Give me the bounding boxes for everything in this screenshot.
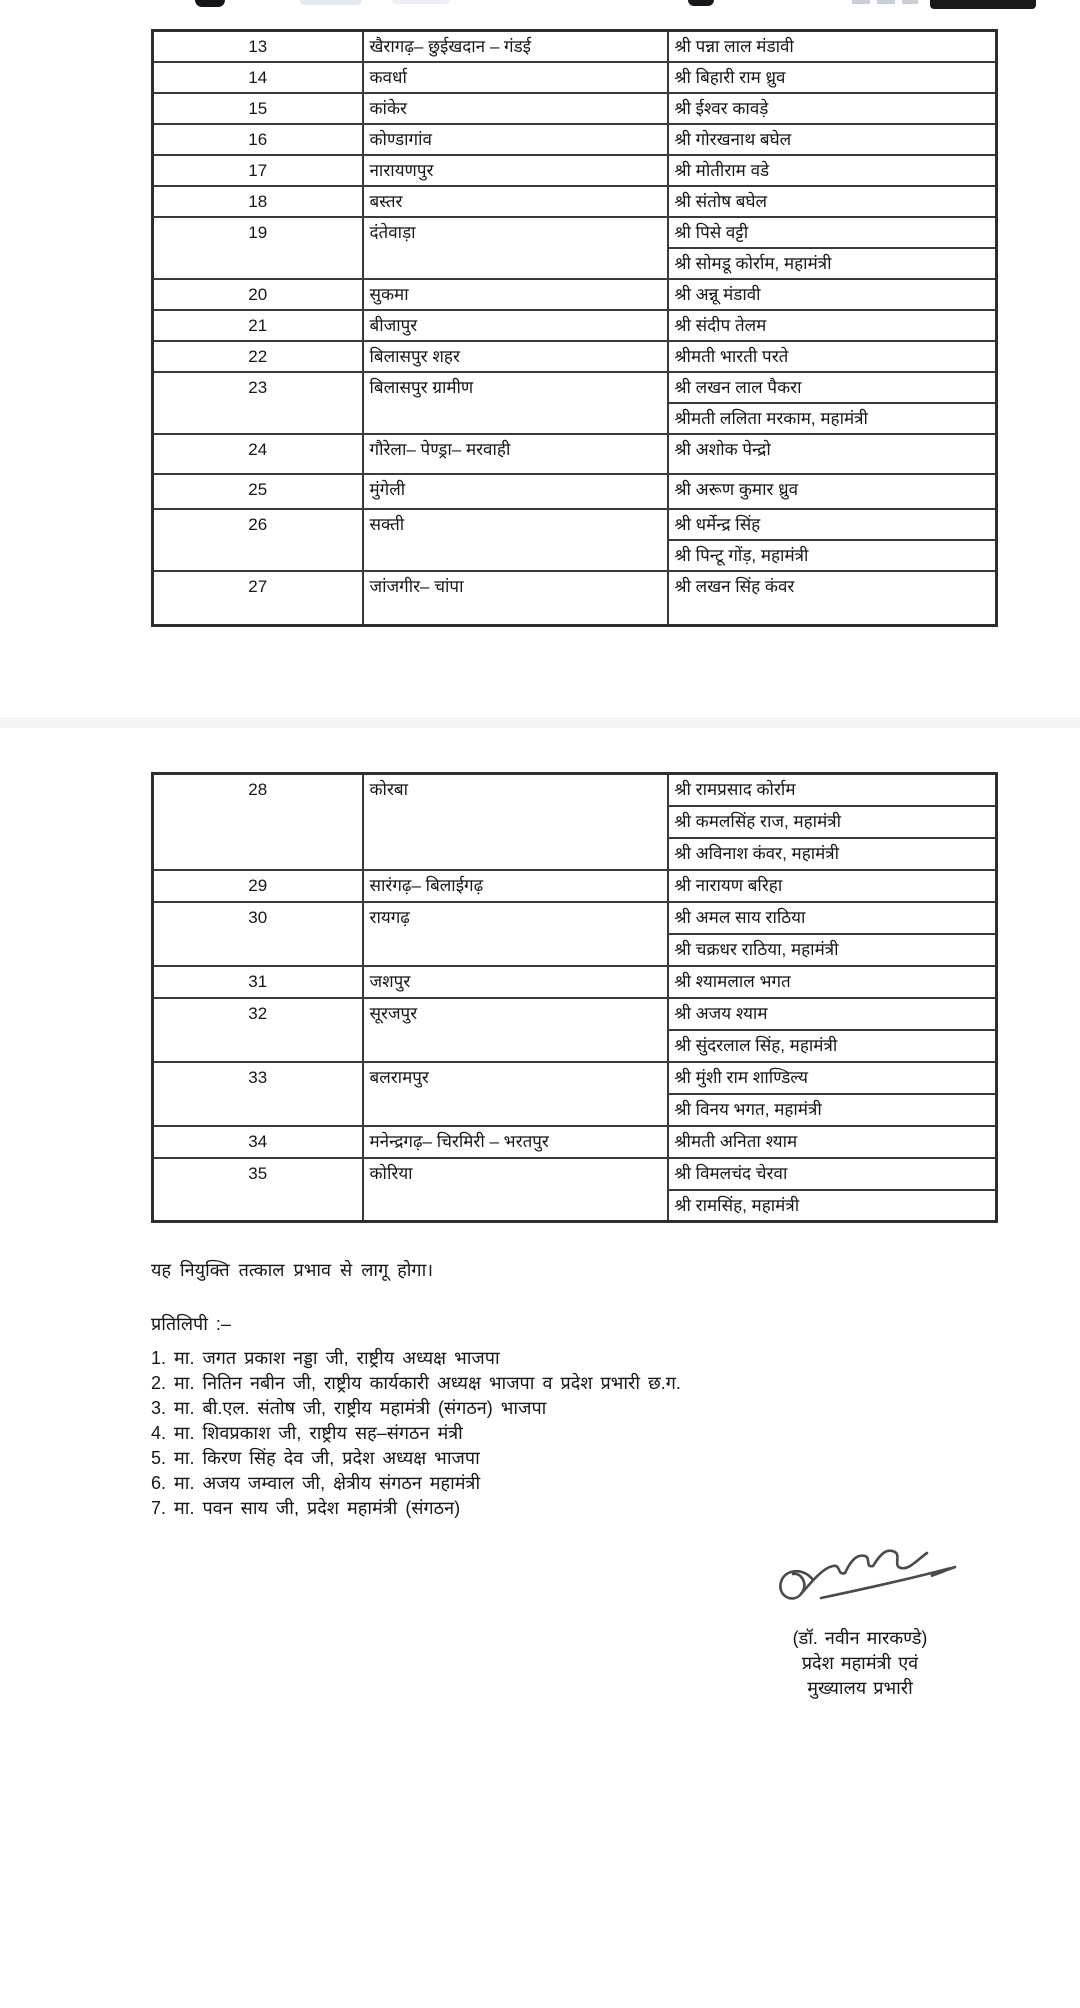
serial-number-cell: 20 [153, 279, 363, 310]
copy-list-item: 3. मा. बी.एल. संतोष जी, राष्ट्रीय महामंत्री (संगठन) भाजपा [151, 1398, 547, 1418]
serial-number-cell: 28 [153, 774, 363, 870]
appointments-table-lower [151, 772, 998, 1223]
district-cell: कांकेर [363, 93, 668, 124]
appointee-cell: श्री लखन सिंह कंवर [668, 571, 997, 626]
appointee-cell: श्री लखन लाल पैकरा [668, 372, 997, 403]
serial-number-cell: 32 [153, 998, 363, 1062]
table-row [153, 372, 997, 403]
district-cell: सारंगढ़– बिलाईगढ़ [363, 870, 668, 902]
table-row [153, 155, 997, 186]
copy-heading: प्रतिलिपी :– [151, 1314, 231, 1334]
serial-number-cell: 23 [153, 372, 363, 434]
scan-artifact-bar [930, 0, 1036, 9]
appointee-cell: श्री सोमडू कोर्राम, महामंत्री [668, 248, 997, 279]
appointee-cell: श्री कमलसिंह राज, महामंत्री [668, 806, 997, 838]
table-row [153, 870, 997, 902]
appointee-cell: श्री पिसे वट्टी [668, 217, 997, 248]
table-row [153, 31, 997, 62]
copy-list-item: 2. मा. नितिन नबीन जी, राष्ट्रीय कार्यकारी अध्यक्ष भाजपा व प्रदेश प्रभारी छ.ग. [151, 1373, 681, 1393]
appointee-cell: श्री धर्मेन्द्र सिंह [668, 509, 997, 540]
district-cell: दंतेवाड़ा [363, 217, 668, 279]
table-row [153, 571, 997, 626]
signatory-name: (डॉ. नवीन मारकण्डे) [792, 1628, 928, 1648]
scan-artifact-blob [688, 0, 714, 6]
district-cell: जांजगीर– चांपा [363, 571, 668, 626]
table-row [153, 998, 997, 1030]
table-row [153, 774, 997, 806]
serial-number-cell: 27 [153, 571, 363, 626]
district-cell: गौरेला– पेण्ड्रा– मरवाही [363, 434, 668, 474]
district-cell: बीजापुर [363, 310, 668, 341]
appointee-cell: श्री चक्रधर राठिया, महामंत्री [668, 934, 997, 966]
table-row [153, 186, 997, 217]
table-row [153, 902, 997, 934]
serial-number-cell: 18 [153, 186, 363, 217]
copy-list-item: 6. मा. अजय जम्वाल जी, क्षेत्रीय संगठन महामंत्री [151, 1473, 481, 1493]
serial-number-cell: 31 [153, 966, 363, 998]
table-row [153, 217, 997, 248]
district-cell: कवर्धा [363, 62, 668, 93]
page-break-band [0, 717, 1080, 728]
serial-number-cell: 13 [153, 31, 363, 62]
district-cell: सुकमा [363, 279, 668, 310]
serial-number-cell: 29 [153, 870, 363, 902]
appointee-cell: श्री मोतीराम वडे [668, 155, 997, 186]
serial-number-cell: 14 [153, 62, 363, 93]
table-row [153, 1126, 997, 1158]
district-cell: सक्ती [363, 509, 668, 571]
appointee-cell: श्री श्यामलाल भगत [668, 966, 997, 998]
district-cell: रायगढ़ [363, 902, 668, 966]
serial-number-cell: 16 [153, 124, 363, 155]
appointee-cell: श्री ईश्वर कावड़े [668, 93, 997, 124]
table-row [153, 124, 997, 155]
appointee-cell: श्री अशोक पेन्द्रो [668, 434, 997, 474]
copy-list [151, 1346, 681, 1521]
copy-list-item: 4. मा. शिवप्रकाश जी, राष्ट्रीय सह–संगठन मंत्री [151, 1423, 463, 1443]
district-cell: बिलासपुर शहर [363, 341, 668, 372]
table-row [153, 341, 997, 372]
appointee-cell: श्रीमती ललिता मरकाम, महामंत्री [668, 403, 997, 434]
appointee-cell: श्री बिहारी राम ध्रुव [668, 62, 997, 93]
copy-list-item: 1. मा. जगत प्रकाश नड्डा जी, राष्ट्रीय अध्यक्ष भाजपा [151, 1348, 500, 1368]
district-cell: नारायणपुर [363, 155, 668, 186]
appointee-cell: श्री अमल साय राठिया [668, 902, 997, 934]
appointee-cell: श्री अजय श्याम [668, 998, 997, 1030]
district-cell: मनेन्द्रगढ़– चिरमिरी – भरतपुर [363, 1126, 668, 1158]
appointee-cell: श्रीमती भारती परते [668, 341, 997, 372]
serial-number-cell: 26 [153, 509, 363, 571]
table-row [153, 62, 997, 93]
appointee-cell: श्री विमलचंद चेरवा [668, 1158, 997, 1190]
copy-section [151, 1312, 681, 1521]
appointee-cell: श्री गोरखनाथ बघेल [668, 124, 997, 155]
scan-artifact-dash [852, 0, 870, 4]
appointee-cell: श्री सुंदरलाल सिंह, महामंत्री [668, 1030, 997, 1062]
district-cell: कोण्डागांव [363, 124, 668, 155]
table-row [153, 1062, 997, 1094]
appointee-cell: श्री संतोष बघेल [668, 186, 997, 217]
appointee-cell: श्री संदीप तेलम [668, 310, 997, 341]
serial-number-cell: 34 [153, 1126, 363, 1158]
appointee-cell: श्री रामप्रसाद कोर्राम [668, 774, 997, 806]
scan-artifact-blob [392, 0, 450, 4]
serial-number-cell: 22 [153, 341, 363, 372]
table-row [153, 434, 997, 474]
appointee-cell: श्री नारायण बरिहा [668, 870, 997, 902]
table-row [153, 279, 997, 310]
appointee-cell: श्री अन्नू मंडावी [668, 279, 997, 310]
district-cell: कोरिया [363, 1158, 668, 1222]
signatory-designation-2: मुख्यालय प्रभारी [807, 1678, 913, 1698]
serial-number-cell: 21 [153, 310, 363, 341]
district-cell: जशपुर [363, 966, 668, 998]
signatory-designation-1: प्रदेश महामंत्री एवं [801, 1653, 919, 1673]
scan-artifact-dash [877, 0, 895, 4]
serial-number-cell: 35 [153, 1158, 363, 1222]
appointee-cell: श्री अरूण कुमार ध्रुव [668, 474, 997, 509]
table-row [153, 93, 997, 124]
table-row [153, 474, 997, 509]
appointee-cell: श्री मुंशी राम शाण्डिल्य [668, 1062, 997, 1094]
appointee-cell: श्री अविनाश कंवर, महामंत्री [668, 838, 997, 870]
district-cell: खैरागढ़– छुईखदान – गंडई [363, 31, 668, 62]
appointee-cell: श्रीमती अनिता श्याम [668, 1126, 997, 1158]
copy-list-item: 5. मा. किरण सिंह देव जी, प्रदेश अध्यक्ष भाजपा [151, 1448, 480, 1468]
serial-number-cell: 17 [153, 155, 363, 186]
serial-number-cell: 33 [153, 1062, 363, 1126]
copy-list-item: 7. मा. पवन साय जी, प्रदेश महामंत्री (संगठन) [151, 1498, 461, 1518]
appointee-cell: श्री रामसिंह, महामंत्री [668, 1190, 997, 1222]
district-cell: बिलासपुर ग्रामीण [363, 372, 668, 434]
appointments-table-upper [151, 29, 998, 627]
scan-artifact-blob [300, 0, 362, 5]
scan-artifact-blob [195, 0, 225, 7]
signature-block [690, 1540, 1030, 1701]
effective-note: यह नियुक्ति तत्काल प्रभाव से लागू होगा। [151, 1260, 434, 1280]
district-cell: सूरजपुर [363, 998, 668, 1062]
serial-number-cell: 30 [153, 902, 363, 966]
scan-artifact-dash [902, 0, 918, 4]
serial-number-cell: 24 [153, 434, 363, 474]
serial-number-cell: 25 [153, 474, 363, 509]
table-row [153, 1158, 997, 1190]
district-cell: बस्तर [363, 186, 668, 217]
table-row [153, 966, 997, 998]
appointee-cell: श्री पन्ना लाल मंडावी [668, 31, 997, 62]
appointee-cell: श्री विनय भगत, महामंत्री [668, 1094, 997, 1126]
serial-number-cell: 15 [153, 93, 363, 124]
district-cell: बलरामपुर [363, 1062, 668, 1126]
table-row [153, 509, 997, 540]
table-row [153, 310, 997, 341]
serial-number-cell: 19 [153, 217, 363, 279]
district-cell: कोरबा [363, 774, 668, 870]
appointee-cell: श्री पिन्टू गोंड़, महामंत्री [668, 540, 997, 571]
signature-scribble-image [755, 1540, 965, 1620]
district-cell: मुंगेली [363, 474, 668, 509]
